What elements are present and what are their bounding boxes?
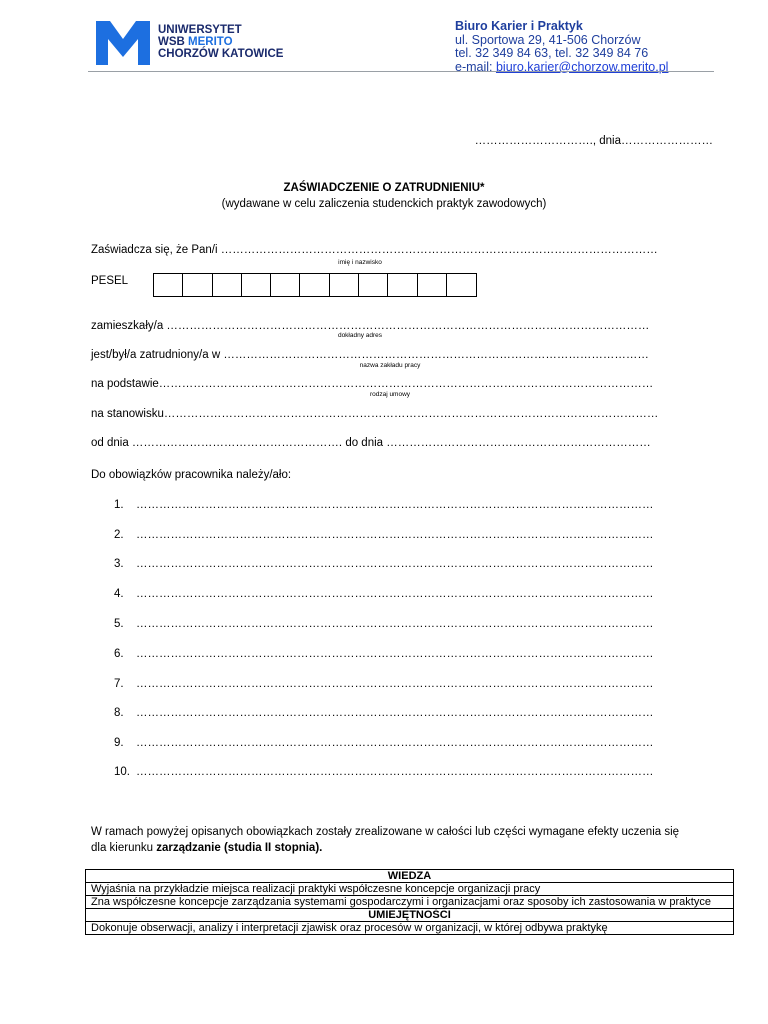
duty-number: 6. bbox=[114, 648, 124, 660]
pesel-digit-box[interactable] bbox=[154, 274, 183, 296]
knowledge-row: Wyjaśnia na przykładzie miejsca realizacji praktyki współczesne koncepcje organizacji pracy bbox=[86, 883, 734, 896]
duty-item bbox=[114, 707, 654, 719]
duty-number: 7. bbox=[114, 678, 124, 690]
pesel-digit-box[interactable] bbox=[330, 274, 359, 296]
contract-basis-hint: rodzaj umowy bbox=[369, 391, 411, 398]
duty-item bbox=[114, 529, 654, 541]
employer-line: jest/był/a zatrudniony/a w ………………………………………………………………………………………………… bbox=[91, 349, 649, 361]
table-row bbox=[86, 896, 734, 909]
certify-line: Zaświadcza się, że Pan/i …………………………………………………………………………………………………… bbox=[91, 244, 658, 256]
document-title: ZAŚWIADCZENIE O ZATRUDNIENIU* bbox=[283, 182, 485, 194]
duty-line: ……………………………………………………………………………………………………………………… bbox=[136, 737, 654, 749]
office-address: ul. Sportowa 29, 41-506 Chorzów bbox=[455, 32, 641, 47]
employment-period-line: od dnia ………………………………………………. do dnia …………………………………………………………… bbox=[91, 437, 651, 449]
duty-line: ……………………………………………………………………………………………………………………… bbox=[136, 678, 654, 690]
learning-outcomes-intro bbox=[91, 824, 691, 856]
duty-number: 3. bbox=[114, 558, 124, 570]
email-link[interactable]: biuro.karier@chorzow.merito.pl bbox=[495, 59, 669, 74]
university-logo-icon bbox=[96, 21, 150, 65]
duty-number: 4. bbox=[114, 588, 124, 600]
pesel-label: PESEL bbox=[91, 275, 129, 287]
learning-outcomes-table bbox=[85, 869, 734, 935]
duty-item bbox=[114, 499, 654, 511]
pesel-digit-box[interactable] bbox=[183, 274, 212, 296]
pesel-digit-box[interactable] bbox=[213, 274, 242, 296]
pesel-digit-box[interactable] bbox=[388, 274, 417, 296]
logo-line-3: CHORZÓW KATOWICE bbox=[158, 48, 284, 60]
intro-text: W ramach powyżej opisanych obowiązkach zostały zrealizowane w całości lub części wymagane efekty uczenia się dla kierunku bbox=[91, 826, 680, 854]
knowledge-header: WIEDZA bbox=[86, 870, 734, 883]
duty-line: ……………………………………………………………………………………………………………………… bbox=[136, 558, 654, 570]
pesel-digit-box[interactable] bbox=[447, 274, 476, 296]
logo-line-1: UNIWERSYTET bbox=[158, 24, 242, 36]
duty-line: ……………………………………………………………………………………………………………………… bbox=[136, 707, 654, 719]
table-row bbox=[86, 909, 734, 922]
pesel-digit-box[interactable] bbox=[300, 274, 329, 296]
duty-item bbox=[114, 618, 654, 630]
position-line: na stanowisku………………………………………………………………………………………………………………… bbox=[91, 408, 659, 420]
duty-number: 9. bbox=[114, 737, 124, 749]
duty-number: 10. bbox=[114, 766, 130, 778]
logo-line-2-b: MERITO bbox=[188, 36, 233, 48]
logo-line-2-a: WSB bbox=[158, 36, 189, 48]
address-hint: dokładny adres bbox=[337, 332, 383, 339]
pesel-grid[interactable] bbox=[153, 273, 477, 297]
header-divider bbox=[88, 71, 714, 72]
duty-number: 2. bbox=[114, 529, 124, 541]
contact-block bbox=[455, 20, 668, 74]
address-line: zamieszkały/a ……………………………………………………………………………………………………………… bbox=[91, 320, 650, 332]
contract-basis-line: na podstawie………………………………………………………………………………………………………………… bbox=[91, 378, 654, 390]
duty-number: 8. bbox=[114, 707, 124, 719]
university-logo-wordmark bbox=[158, 24, 283, 60]
table-row bbox=[86, 883, 734, 896]
certify-hint: imię i nazwisko bbox=[338, 259, 382, 266]
intro-field-of-study: zarządzanie (studia II stopnia). bbox=[156, 842, 323, 854]
duty-item bbox=[114, 588, 654, 600]
duty-line: ……………………………………………………………………………………………………………………… bbox=[136, 648, 654, 660]
duty-number: 5. bbox=[114, 618, 124, 630]
duty-item bbox=[114, 737, 654, 749]
duty-item bbox=[114, 766, 654, 778]
logo-line-2 bbox=[158, 36, 283, 48]
duty-item bbox=[114, 558, 654, 570]
duty-line: ……………………………………………………………………………………………………………………… bbox=[136, 588, 654, 600]
pesel-digit-box[interactable] bbox=[242, 274, 271, 296]
pesel-digit-box[interactable] bbox=[271, 274, 300, 296]
place-date-field: …………………………., dnia…………………… bbox=[474, 135, 713, 147]
document-subtitle: (wydawane w celu zaliczenia studenckich praktyk zawodowych) bbox=[221, 198, 547, 210]
skills-header: UMIEJĘTNOŚCI bbox=[86, 909, 734, 922]
duty-number: 1. bbox=[114, 499, 124, 511]
duty-line: ……………………………………………………………………………………………………………………… bbox=[136, 766, 654, 778]
table-row bbox=[86, 870, 734, 883]
duty-item bbox=[114, 648, 654, 660]
office-name: Biuro Karier i Praktyk bbox=[455, 19, 583, 33]
table-row bbox=[86, 922, 734, 935]
duty-line: ……………………………………………………………………………………………………………………… bbox=[136, 618, 654, 630]
employer-hint: nazwa zakładu pracy bbox=[359, 362, 421, 369]
duty-line: ……………………………………………………………………………………………………………………… bbox=[136, 499, 654, 511]
duty-item bbox=[114, 678, 654, 690]
duty-line: ……………………………………………………………………………………………………………………… bbox=[136, 529, 654, 541]
office-phone: tel. 32 349 84 63, tel. 32 349 84 76 bbox=[455, 46, 649, 60]
knowledge-row: Zna współczesne koncepcje zarządzania systemami gospodarczymi i organizacjami oraz sposoby ich zastosowania w praktyce bbox=[86, 896, 734, 909]
pesel-digit-box[interactable] bbox=[418, 274, 447, 296]
email-label: e-mail: bbox=[455, 59, 496, 74]
pesel-digit-box[interactable] bbox=[359, 274, 388, 296]
duties-label: Do obowiązków pracownika należy/ało: bbox=[91, 469, 292, 481]
skills-row: Dokonuje obserwacji, analizy i interpretacji zjawisk oraz procesów w organizacji, w której odbywa praktykę bbox=[86, 922, 734, 935]
